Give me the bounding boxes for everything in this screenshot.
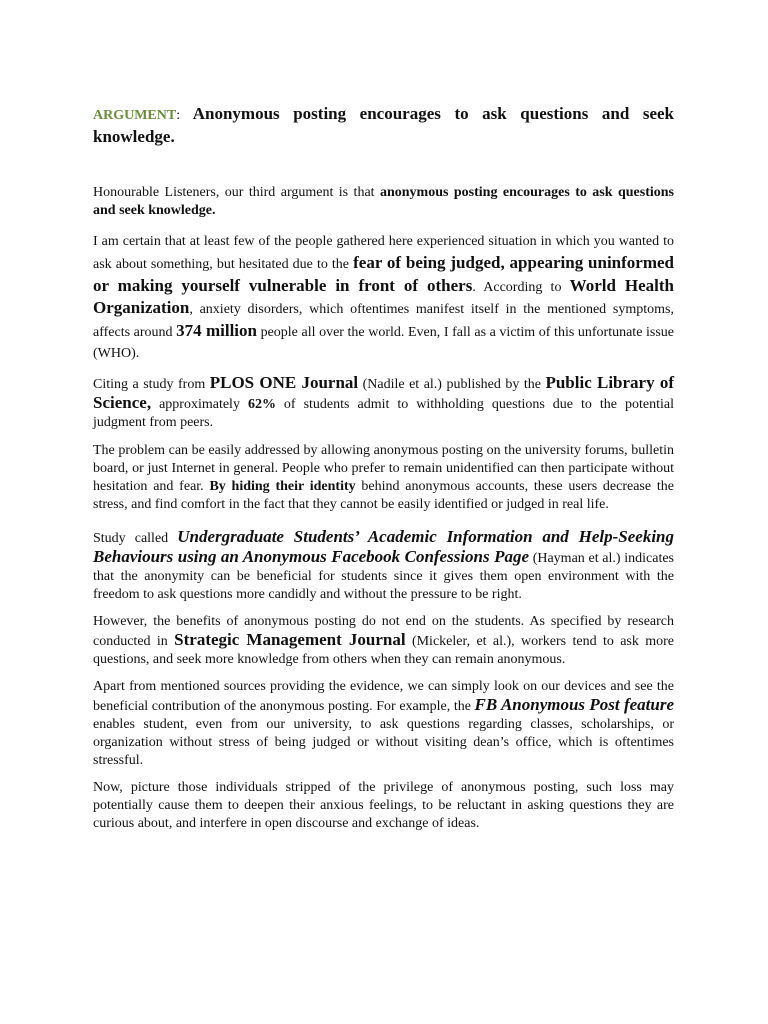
document-page (93, 103, 674, 842)
workers-text-2: (Mickeler, et al.), workers tend to ask more questions, and seek more knowledge from others when they can remain anonymous. (93, 633, 675, 667)
solution-bold: By hiding their identity (209, 478, 356, 494)
fb-feature: FB Anonymous Post feature (474, 694, 675, 714)
fear-text-4: people all over the world. Even, I fall as a victim of this unfortunate issue (WHO). (93, 325, 674, 361)
devices-text-2: enables student, even from our university, to ask questions regarding classes, scholarships, or organization without stress of being judged or without visiting dean’s office, which is oftentimes stressful. (93, 716, 674, 768)
solution-text-2: behind anonymous accounts, these users decrease the stress, and find comfort in the fact that they cannot be easily identified or judged in real life. (93, 478, 674, 512)
paragraph-solution (93, 442, 674, 514)
conclusion-text: Now, picture those individuals stripped of the privilege of anonymous posting, such loss may potentially cause them to deepen their anxious feelings, to be reluctant in asking questions they are curious about, and interfere in open discourse and exchange of ideas. (93, 779, 674, 831)
solution-text-1: The problem can be easily addressed by allowing anonymous posting on the university forums, bulletin board, or just Internet in general. People who prefer to remain unidentified can then participate without hesitation and fear. (93, 442, 674, 494)
plos-text-3: approximately (151, 396, 248, 412)
plos-text-1: Citing a study from (93, 376, 210, 392)
paragraph-plos (93, 374, 674, 432)
plos-journal-source: PLOS ONE Journal (209, 372, 359, 392)
paragraph-workers (93, 613, 674, 669)
fear-text-3: , anxiety disorders, which oftentimes manifest itself in the mentioned symptoms, affects around (93, 302, 674, 341)
paragraph-fear (93, 232, 674, 365)
paragraph-devices (93, 678, 674, 770)
statistic-62-percent: 62% (247, 396, 276, 412)
argument-tag: ARGUMENT (93, 108, 177, 123)
paragraph-intro (93, 184, 674, 220)
argument-title: Anonymous posting encourages to ask questions and seek knowledge. (93, 104, 674, 146)
workers-text-1: However, the benefits of anonymous posting do not end on the students. As specified by research conducted in (93, 613, 674, 649)
study-text-1: Study called (93, 530, 178, 546)
plos-text-2: (Nadile et al.) published by the (358, 376, 546, 392)
statistic-374-million: 374 million (176, 321, 257, 341)
fear-emphasis: fear of being judged, appearing uninformed or making yourself vulnerable in front of others (93, 252, 674, 295)
intro-text: Honourable Listeners, our third argument is that (93, 185, 380, 200)
argument-heading (93, 103, 674, 147)
smj-source: Strategic Management Journal (174, 629, 406, 649)
fear-text-1: I am certain that at least few of the people gathered here experienced situation in which you wanted to ask about something, but hesitated due to the (93, 234, 674, 272)
intro-bold-claim: anonymous posting encourages to ask questions and seek knowledge. (93, 185, 674, 218)
plos-publisher: Public Library of Science, (93, 372, 674, 412)
who-source: World Health Organization (93, 275, 674, 318)
devices-text-1: Apart from mentioned sources providing the evidence, we can simply look on our devices and see the beneficial contribution of the anonymous posting. For example, the (93, 678, 674, 714)
study-title: Undergraduate Students’ Academic Information and Help-Seeking Behaviours using an Anonymous Facebook Confessions Page (93, 526, 674, 566)
paragraph-study (93, 528, 674, 604)
paragraph-conclusion (93, 779, 674, 833)
argument-colon: : (176, 108, 181, 123)
study-text-2: (Hayman et al.) indicates that the anonymity can be beneficial for students since it gives them open environment with the freedom to ask questions more candidly and without the pressure to be right. (93, 550, 674, 602)
fear-text-2: . According to (472, 279, 570, 295)
plos-text-4: of students admit to withholding questions due to the potential judgment from peers. (93, 396, 674, 430)
